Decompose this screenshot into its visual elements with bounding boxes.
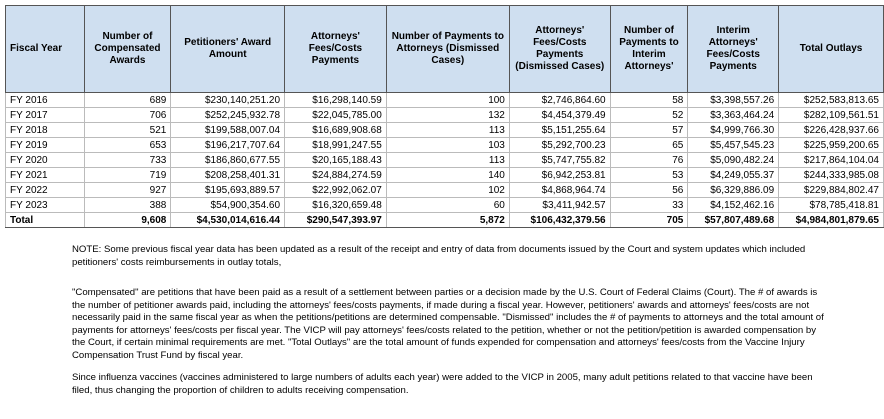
note-definitions: "Compensated" are petitions that have been paid as a result of a settlement between parties or a decision made by the U.S. Court of Federal Claims (Court). The # of awards is the number of petitioner awards paid, including the attorneys' fees/costs payments, if made during a fiscal year. However, petitioners' awards and attorneys' fees/costs are not necessarily paid in the same fiscal year as when the petitions/petitions are determined compensable. "Dismissed" includes the # of payments to attorneys and the total amount of payments for attorneys' fees/costs per fiscal year. The VICP will pay attorneys' fees/costs related to the petition, whether or not the petition/petition is awarded compensation by the Court, if certain minimal requirements are met. "Total Outlays" are the total amount of funds expended for compensation and attorneys' fees/costs from the Vaccine Injury Compensation Trust Fund by fiscal year. — [72, 287, 824, 361]
table-cell: 52 — [610, 108, 688, 123]
table-cell: 5,872 — [386, 213, 509, 228]
column-header: Attorneys' Fees/Costs Payments — [285, 6, 387, 93]
table-cell: $57,807,489.68 — [688, 213, 779, 228]
table-cell: $22,992,062.07 — [285, 183, 387, 198]
notes-section — [72, 244, 832, 397]
table-cell: 705 — [610, 213, 688, 228]
table-cell: $199,588,007.04 — [171, 123, 285, 138]
table-cell: 113 — [386, 123, 509, 138]
table-cell: 57 — [610, 123, 688, 138]
table-cell: $4,999,766.30 — [688, 123, 779, 138]
table-cell: $244,333,985.08 — [779, 168, 884, 183]
table-cell: 113 — [386, 153, 509, 168]
table-cell: $217,864,104.04 — [779, 153, 884, 168]
table-cell: 56 — [610, 183, 688, 198]
table-cell: 53 — [610, 168, 688, 183]
table-cell: 927 — [84, 183, 171, 198]
table-cell: 103 — [386, 138, 509, 153]
table-cell: $4,454,379.49 — [509, 108, 610, 123]
table-cell: 733 — [84, 153, 171, 168]
table-cell: FY 2021 — [6, 168, 85, 183]
table-cell: $24,884,274.59 — [285, 168, 387, 183]
column-header: Number of Compensated Awards — [84, 6, 171, 93]
column-header: Attorneys' Fees/Costs Payments (Dismissed Cases) — [509, 6, 610, 93]
table-cell: $4,530,014,616.44 — [171, 213, 285, 228]
table-cell: $5,151,255.64 — [509, 123, 610, 138]
column-header: Fiscal Year — [6, 6, 85, 93]
table-cell: $2,746,864.60 — [509, 93, 610, 108]
total-row — [6, 213, 884, 228]
table-cell: 653 — [84, 138, 171, 153]
table-cell: FY 2017 — [6, 108, 85, 123]
header-row — [6, 6, 884, 93]
table-cell: $186,860,677.55 — [171, 153, 285, 168]
table-cell: $252,245,932.78 — [171, 108, 285, 123]
table-cell: $4,249,055.37 — [688, 168, 779, 183]
table-row — [6, 93, 884, 108]
table-cell: 65 — [610, 138, 688, 153]
table-cell: $4,868,964.74 — [509, 183, 610, 198]
table-cell: $5,457,545.23 — [688, 138, 779, 153]
table-cell: 140 — [386, 168, 509, 183]
table-cell: $78,785,418.81 — [779, 198, 884, 213]
table-cell: FY 2023 — [6, 198, 85, 213]
column-header: Number of Payments to Interim Attorneys' — [610, 6, 688, 93]
table-cell: 100 — [386, 93, 509, 108]
table-cell: 521 — [84, 123, 171, 138]
table-cell: $282,109,561.51 — [779, 108, 884, 123]
table-cell: 689 — [84, 93, 171, 108]
table-cell: $225,959,200.65 — [779, 138, 884, 153]
table-cell: $4,984,801,879.65 — [779, 213, 884, 228]
note-updates: NOTE: Some previous fiscal year data has been updated as a result of the receipt and entry of data from documents issued by the Court and system updates which included petitioners' costs reimbursements in outlay totals, — [72, 244, 806, 268]
table-row — [6, 138, 884, 153]
table-cell: $20,165,188.43 — [285, 153, 387, 168]
table-row — [6, 123, 884, 138]
table-row — [6, 108, 884, 123]
table-cell: $16,689,908.68 — [285, 123, 387, 138]
table-row — [6, 153, 884, 168]
table-cell: $290,547,393.97 — [285, 213, 387, 228]
table-cell: $229,884,802.47 — [779, 183, 884, 198]
table-cell: FY 2022 — [6, 183, 85, 198]
table-cell: FY 2016 — [6, 93, 85, 108]
note-influenza: Since influenza vaccines (vaccines administered to large numbers of adults each year) were added to the VICP in 2005, many adult petitions related to that vaccine have been filed, thus changing the proportion of children to adults receiving compensation. — [72, 372, 813, 396]
table-cell: $16,298,140.59 — [285, 93, 387, 108]
table-cell: $3,363,464.24 — [688, 108, 779, 123]
column-header: Total Outlays — [779, 6, 884, 93]
column-header: Interim Attorneys' Fees/Costs Payments — [688, 6, 779, 93]
table-cell: 58 — [610, 93, 688, 108]
table-cell: $252,583,813.65 — [779, 93, 884, 108]
table-cell: $3,411,942.57 — [509, 198, 610, 213]
table-row — [6, 183, 884, 198]
table-cell: 9,608 — [84, 213, 171, 228]
table-cell: FY 2018 — [6, 123, 85, 138]
table-cell: $5,292,700.23 — [509, 138, 610, 153]
table-cell: $3,398,557.26 — [688, 93, 779, 108]
column-header: Petitioners' Award Amount — [171, 6, 285, 93]
table-cell: $5,090,482.24 — [688, 153, 779, 168]
table-cell: $16,320,659.48 — [285, 198, 387, 213]
table-cell: $54,900,354.60 — [171, 198, 285, 213]
table-cell: $208,258,401.31 — [171, 168, 285, 183]
table-cell: FY 2020 — [6, 153, 85, 168]
table-cell: 706 — [84, 108, 171, 123]
table-cell: $6,329,886.09 — [688, 183, 779, 198]
table-cell: $195,693,889.57 — [171, 183, 285, 198]
table-cell: Total — [6, 213, 85, 228]
table-cell: 388 — [84, 198, 171, 213]
table-cell: $226,428,937.66 — [779, 123, 884, 138]
table-cell: 719 — [84, 168, 171, 183]
table-cell: $5,747,755.82 — [509, 153, 610, 168]
table-cell: 60 — [386, 198, 509, 213]
table-cell: $6,942,253.81 — [509, 168, 610, 183]
table-cell: 76 — [610, 153, 688, 168]
outlays-table — [5, 5, 884, 228]
table-row — [6, 168, 884, 183]
table-cell: $196,217,707.64 — [171, 138, 285, 153]
table-cell: $18,991,247.55 — [285, 138, 387, 153]
table-cell: $106,432,379.56 — [509, 213, 610, 228]
table-cell: $230,140,251.20 — [171, 93, 285, 108]
table-cell: $22,045,785.00 — [285, 108, 387, 123]
table-cell: 132 — [386, 108, 509, 123]
table-row — [6, 198, 884, 213]
table-cell: $4,152,462.16 — [688, 198, 779, 213]
table-cell: 102 — [386, 183, 509, 198]
table-cell: FY 2019 — [6, 138, 85, 153]
table-cell: 33 — [610, 198, 688, 213]
column-header: Number of Payments to Attorneys (Dismissed Cases) — [386, 6, 509, 93]
